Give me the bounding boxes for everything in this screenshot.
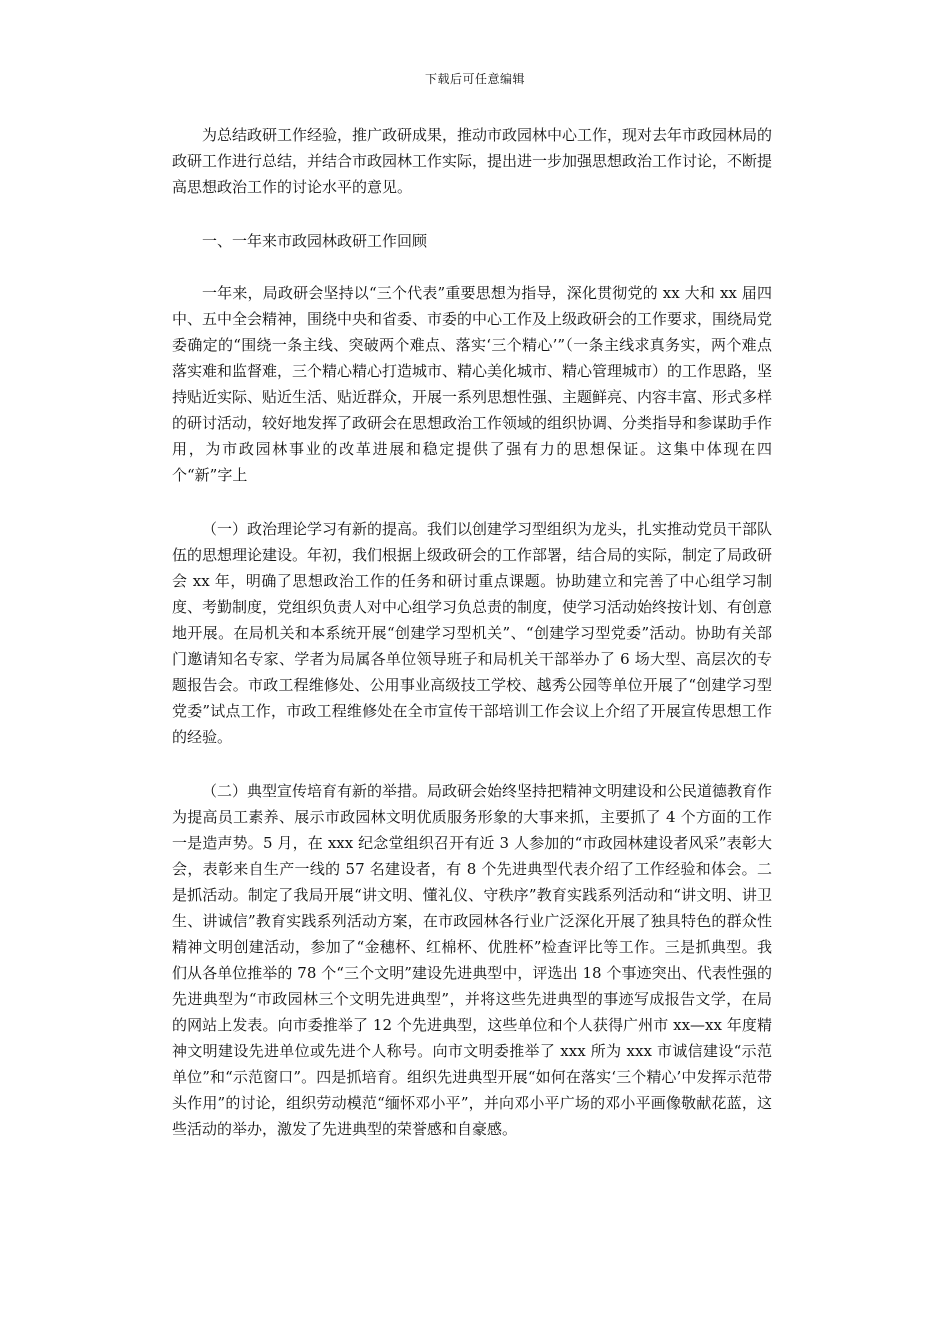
point-1-paragraph: （一）政治理论学习有新的提高。我们以创建学习型组织为龙头，扎实推动党员干部队伍的思想理论建设。年初，我们根据上级政研会的工作部署，结合局的实际，制定了局政研会 xx 年，明确了思想政治工作的任务和研讨重点课题。协助建立和完善了中心组学习制度、考勤制度，党组织负责人对中心组学习负总责的制度，使学习活动始终按计划、有创意地开展。在局机关和本系统开展“创建学习型机关”、“创建学习型党委”活动。协助有关部门邀请知名专家、学者为局属各单位领导班子和局机关干部举办了 6 场大型、高层次的专题报告会。市政工程维修处、公用事业高级技工学校、越秀公园等单位开展了“创建学习型党委”试点工作，市政工程维修处在全市宣传干部培训工作会议上介绍了开展宣传思想工作的经验。 <box>172 520 773 746</box>
document-body <box>172 122 772 1170</box>
point-2-paragraph: （二）典型宣传培育有新的举措。局政研会始终坚持把精神文明建设和公民道德教育作为提高员工素养、展示市政园林文明优质服务形象的大事来抓，主要抓了 4 个方面的工作一是造声势。5 月，在 xxx 纪念堂组织召开有近 3 人参加的“市政园林建设者风采”表彰大会，表彰来自生产一线的 57 名建设者，有 8 个先进典型代表介绍了工作经验和体会。二是抓活动。制定了我局开展“讲文明、懂礼仪、守秩序”教育实践系列活动和“讲文明、讲卫生、讲诚信”教育实践系列活动方案，在市政园林各行业广泛深化开展了独具特色的群众性精神文明创建活动，参加了“金穗杯、红棉杯、优胜杯”检查评比等工作。三是抓典型。我们从各单位推举的 78 个“三个文明”建设先进典型中，评选出 18 个事迹突出、代表性强的先进典型为“市政园林三个文明先进典型”，并将这些先进典型的事迹写成报告文学，在局的网站上发表。向市委推举了 12 个先进典型，这些单位和个人获得广州市 xx—xx 年度精神文明建设先进单位或先进个人称号。向市文明委推举了 xxx 所为 xxx 市诚信建设“示范单位”和“示范窗口”。四是抓培育。组织先进典型开展“如何在落实‘三个精心’中发挥示范带头作用”的讨论，组织劳动模范“缅怀邓小平”，并向邓小平广场的邓小平画像敬献花蓝，这些活动的举办，激发了先进典型的荣誉感和自豪感。 <box>172 782 773 1138</box>
intro-paragraph: 为总结政研工作经验，推广政研成果，推动市政园林中心工作，现对去年市政园林局的政研工作进行总结，并结合市政园林工作实际，提出进一步加强思想政治工作讨论，不断提高思想政治工作的讨论水平的意见。 <box>172 126 773 196</box>
section-heading: 一、一年来市政园林政研工作回顾 <box>202 232 428 250</box>
overview-paragraph: 一年来，局政研会坚持以“三个代表”重要思想为指导，深化贯彻党的 xx 大和 xx 届四中、五中全会精神，围绕中央和省委、市委的中心工作及上级政研会的工作要求，围绕局党委确定的“围绕一条主线、突破两个难点、落实‘三个精心’”（一条主线求真务实，两个难点落实难和监督难，三个精心精心打造城市、精心美化城市、精心管理城市）的工作思路，坚持贴近实际、贴近生活、贴近群众，开展一系列思想性强、主题鲜亮、内容丰富、形式多样的研讨活动，较好地发挥了政研会在思想政治工作领域的组织协调、分类指导和参谋助手作用，为市政园林事业的改革进展和稳定提供了强有力的思想保证。这集中体现在四个“新”字上 <box>172 284 773 484</box>
download-note: 下载后可任意编辑 <box>424 72 525 86</box>
